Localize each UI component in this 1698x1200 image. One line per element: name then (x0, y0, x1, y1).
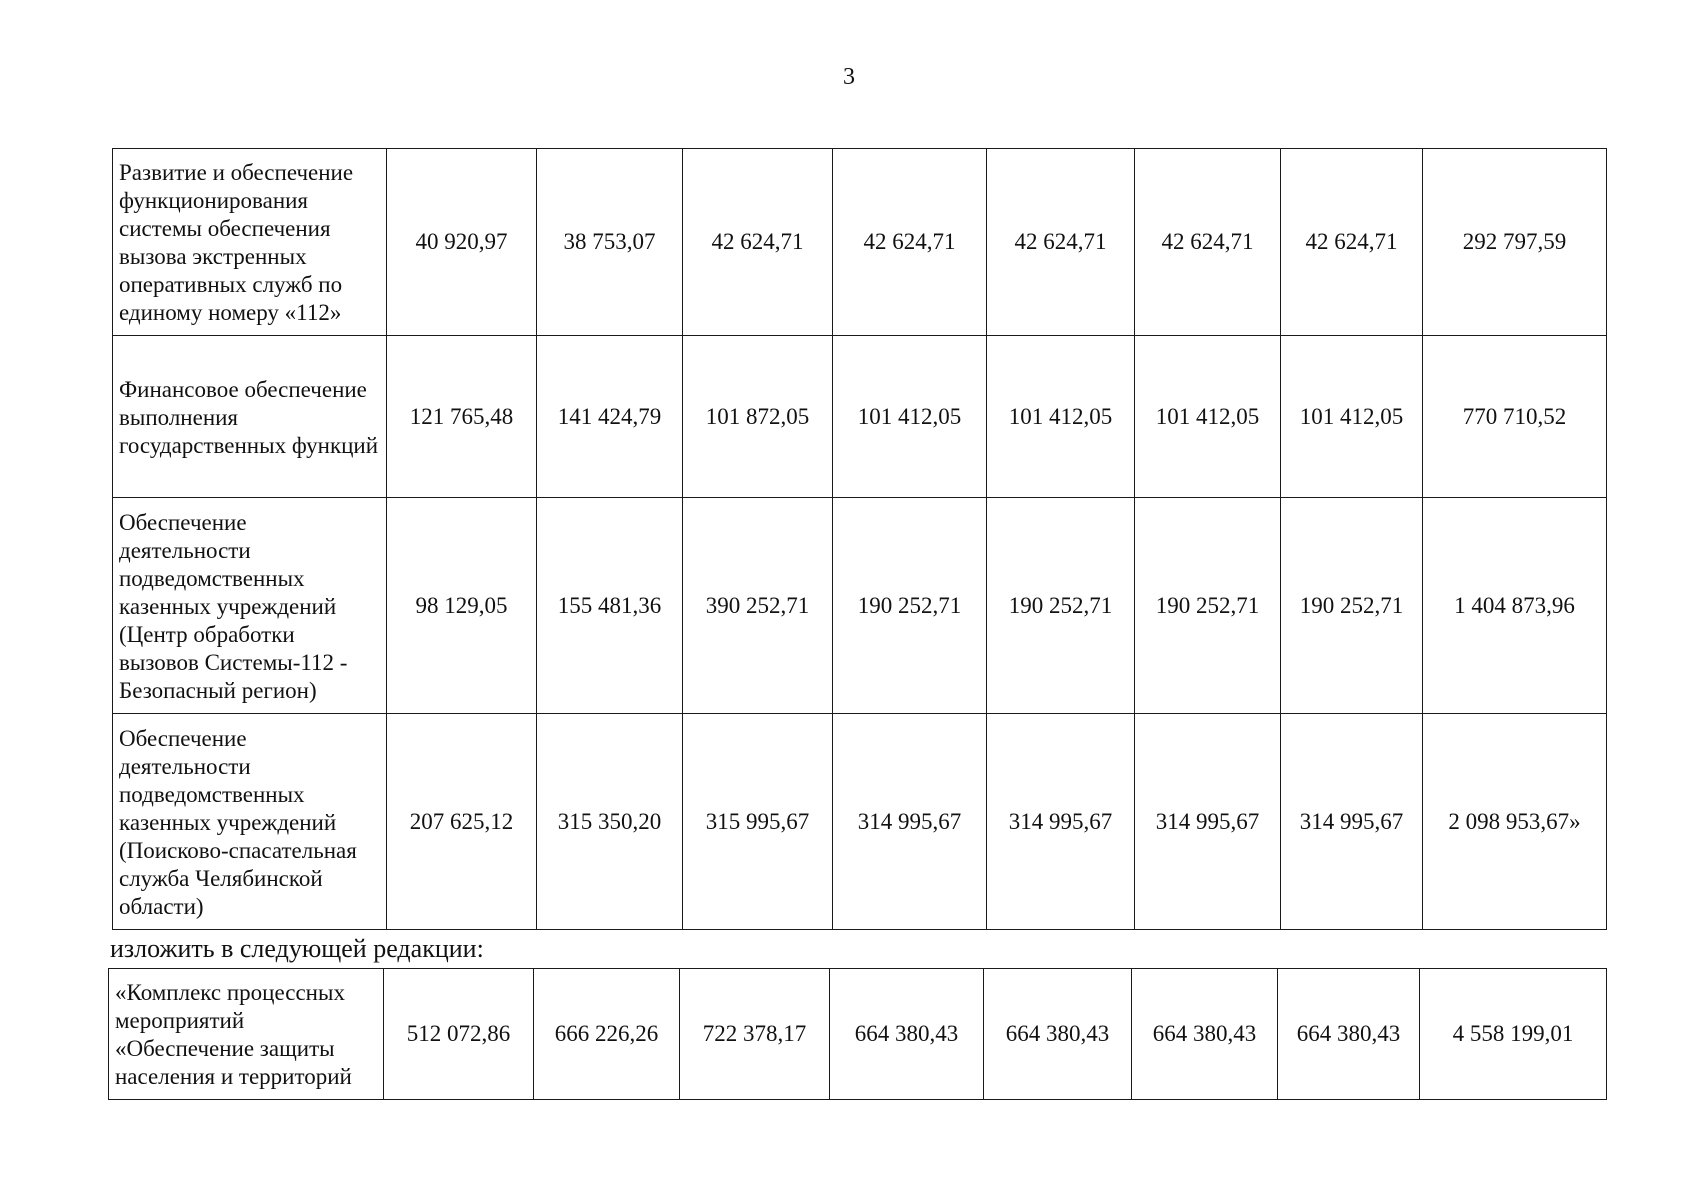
table-cell: 38 753,07 (537, 149, 683, 336)
interlude-text: изложить в следующей редакции: (110, 934, 484, 963)
table-cell: 664 380,43 (984, 969, 1132, 1100)
table-cell-total: 292 797,59 (1423, 149, 1607, 336)
table-cell: 390 252,71 (683, 498, 833, 714)
table-cell: 190 252,71 (1135, 498, 1281, 714)
table-cell: 722 378,17 (680, 969, 830, 1100)
table-row (113, 336, 1607, 498)
row-label: Финансовое обеспечение выполнения государственных функций (113, 336, 387, 498)
table-cell: 207 625,12 (387, 714, 537, 930)
table-cell: 98 129,05 (387, 498, 537, 714)
table-cell: 42 624,71 (1281, 149, 1423, 336)
table-cell-total: 2 098 953,67» (1423, 714, 1607, 930)
table-cell: 42 624,71 (833, 149, 987, 336)
row-label: Обеспечение деятельности подведомственных казенных учреждений (Центр обработки вызовов Системы-112 - Безопасный регион) (113, 498, 387, 714)
table-row (113, 149, 1607, 336)
budget-table-bottom (108, 968, 1607, 1100)
table-cell: 314 995,67 (1135, 714, 1281, 930)
table-cell: 101 872,05 (683, 336, 833, 498)
table-cell: 190 252,71 (833, 498, 987, 714)
table-cell: 190 252,71 (1281, 498, 1423, 714)
table-cell: 190 252,71 (987, 498, 1135, 714)
table-cell: 314 995,67 (987, 714, 1135, 930)
table-row (113, 498, 1607, 714)
row-label: Развитие и обеспечение функционирования системы обеспечения вызова экстренных оперативных служб по единому номеру «112» (113, 149, 387, 336)
table-cell: 314 995,67 (1281, 714, 1423, 930)
table-cell: 314 995,67 (833, 714, 987, 930)
table-cell: 666 226,26 (534, 969, 680, 1100)
row-label: Обеспечение деятельности подведомственных казенных учреждений (Поисково-спасательная служба Челябинской области) (113, 714, 387, 930)
table-cell: 101 412,05 (987, 336, 1135, 498)
table-cell: 155 481,36 (537, 498, 683, 714)
table-cell: 315 995,67 (683, 714, 833, 930)
table-cell: 141 424,79 (537, 336, 683, 498)
row-label: «Комплекс процессных мероприятий «Обеспечение защиты населения и территорий (109, 969, 384, 1100)
table-cell: 42 624,71 (987, 149, 1135, 336)
table-cell: 664 380,43 (830, 969, 984, 1100)
table-cell: 42 624,71 (683, 149, 833, 336)
table-cell: 315 350,20 (537, 714, 683, 930)
table-cell: 101 412,05 (1135, 336, 1281, 498)
table-cell: 101 412,05 (833, 336, 987, 498)
page-number: 3 (843, 64, 855, 90)
table-cell: 42 624,71 (1135, 149, 1281, 336)
table-cell: 40 920,97 (387, 149, 537, 336)
table-cell-total: 770 710,52 (1423, 336, 1607, 498)
table-cell-total: 4 558 199,01 (1420, 969, 1607, 1100)
table-cell: 664 380,43 (1132, 969, 1278, 1100)
table-cell: 664 380,43 (1278, 969, 1420, 1100)
table-cell: 101 412,05 (1281, 336, 1423, 498)
budget-table-top (112, 148, 1607, 930)
table-cell-total: 1 404 873,96 (1423, 498, 1607, 714)
table-cell: 121 765,48 (387, 336, 537, 498)
table-row (113, 714, 1607, 930)
table-cell: 512 072,86 (384, 969, 534, 1100)
table-row (109, 969, 1607, 1100)
